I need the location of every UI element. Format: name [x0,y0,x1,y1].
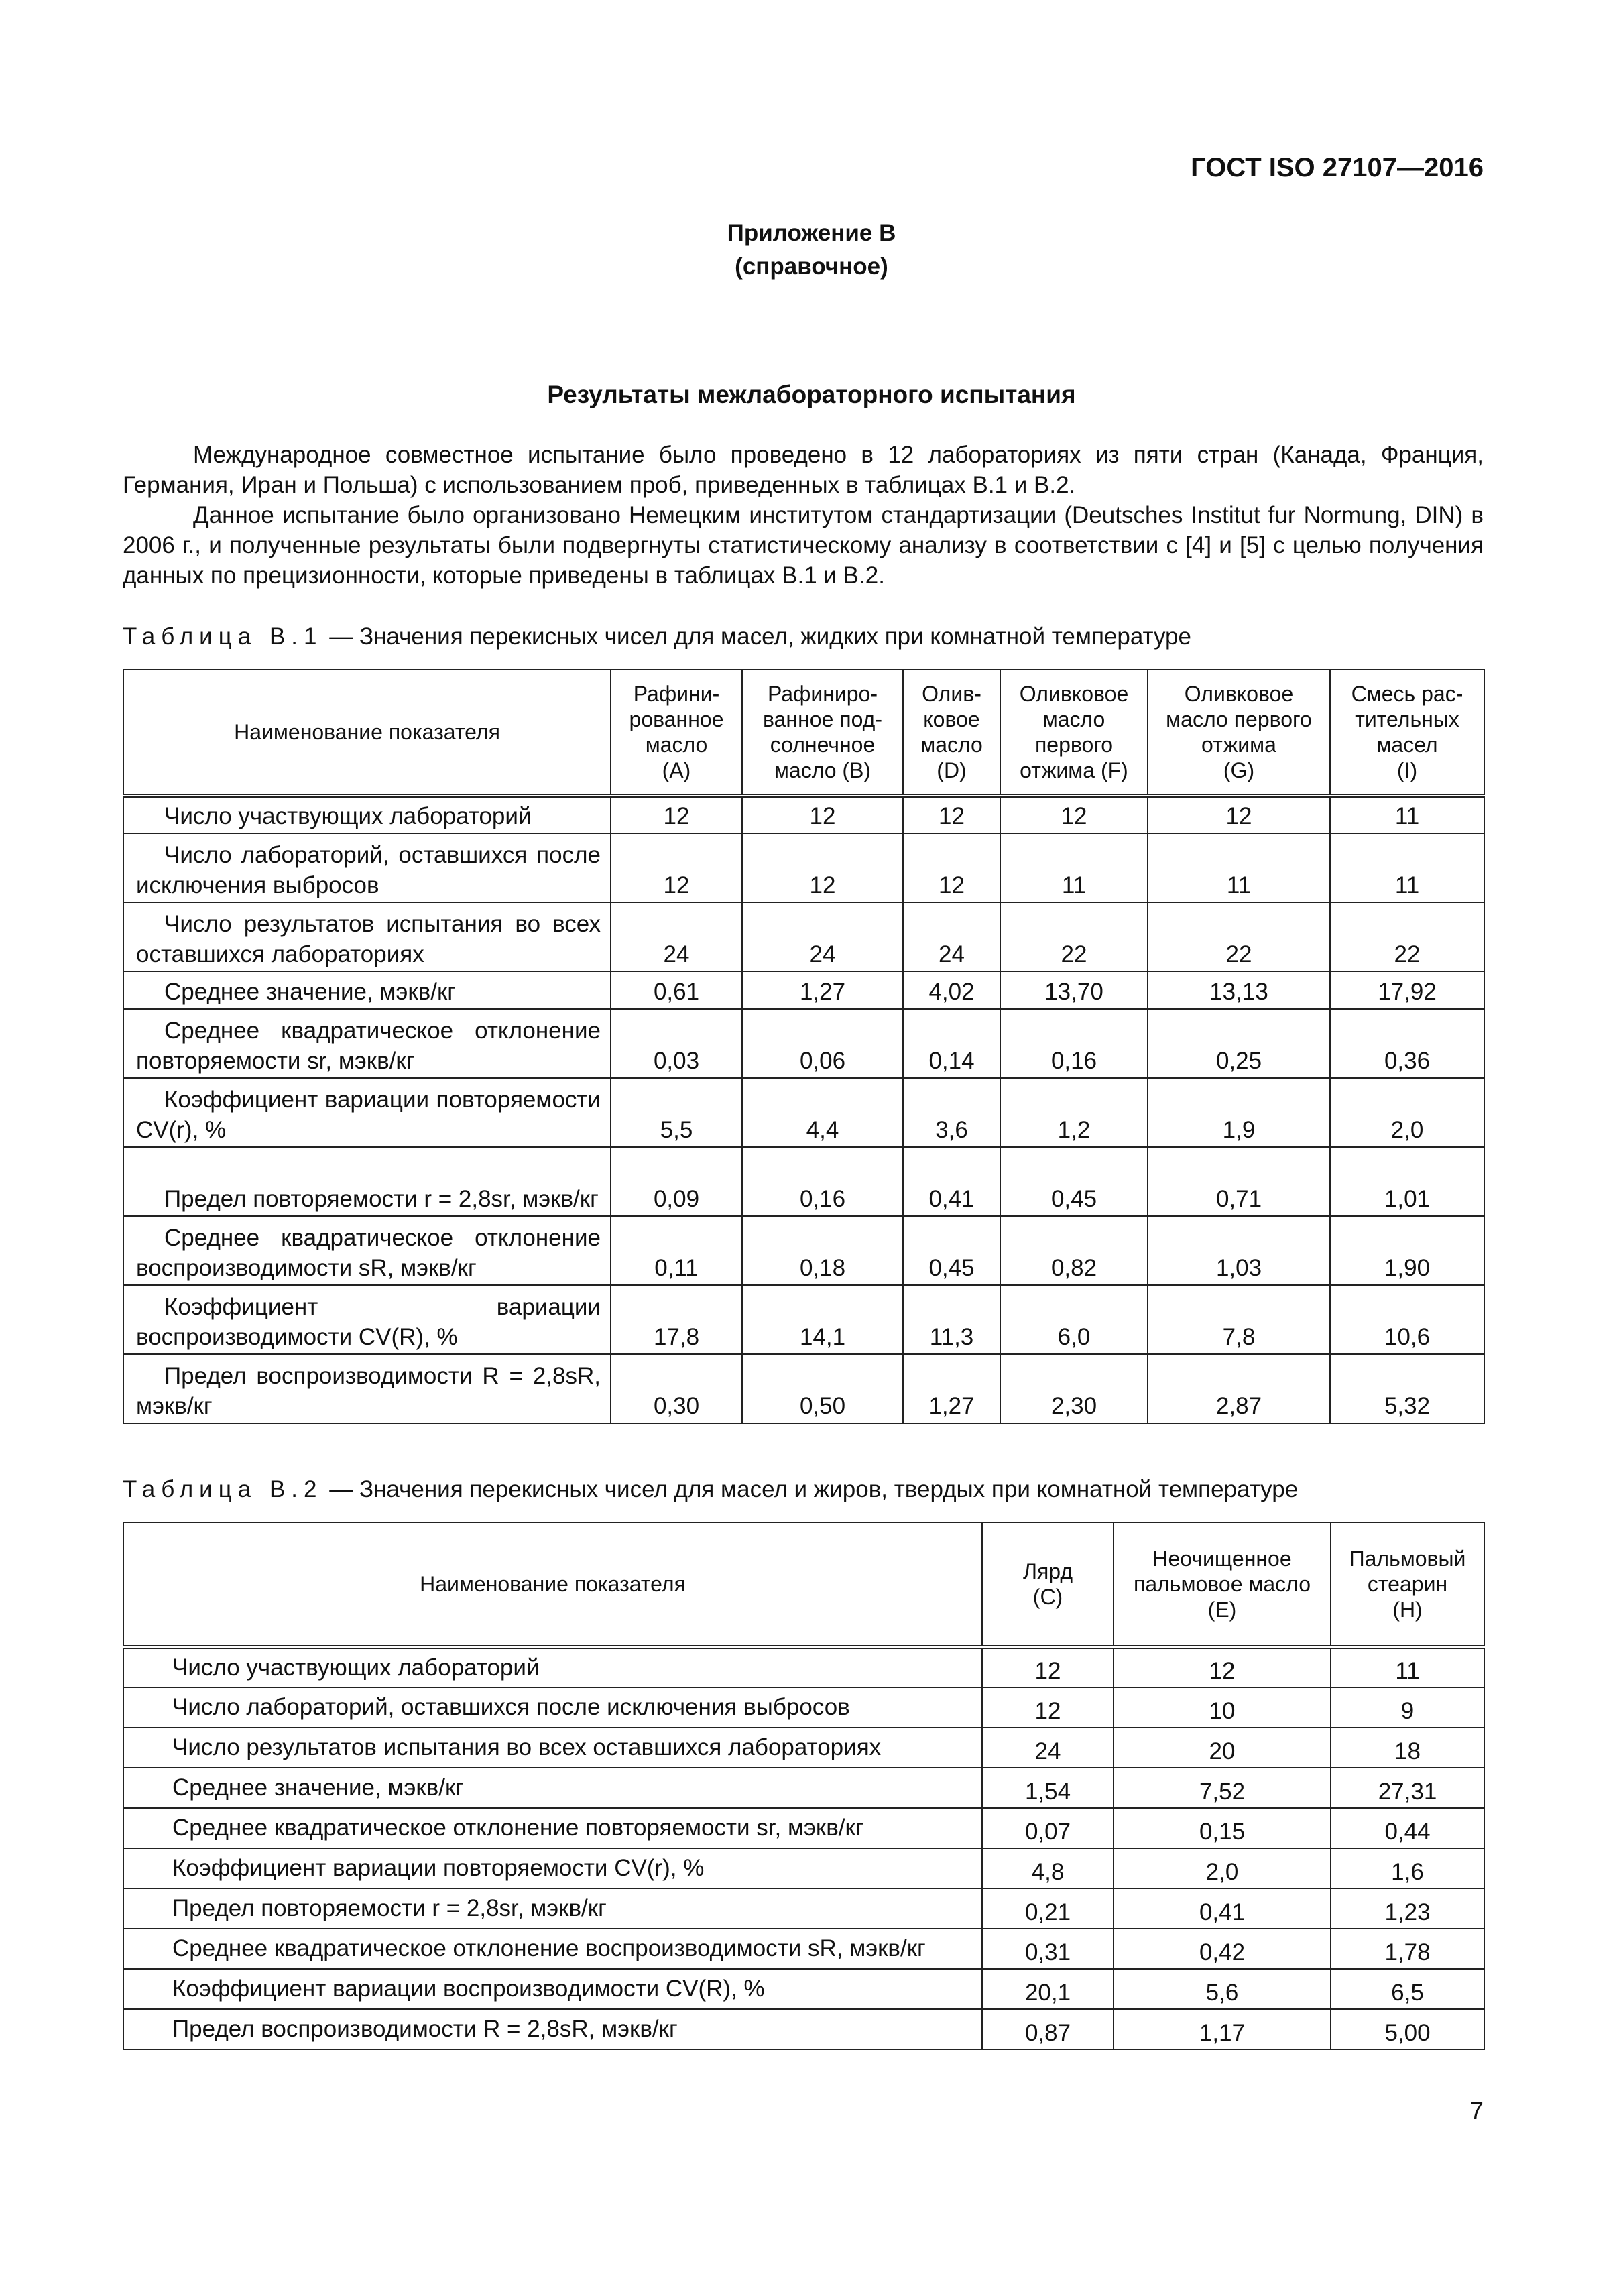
column-header-line: (H) [1392,1597,1423,1622]
table-cell: 1,9 [1148,1078,1330,1147]
table1-header-label: Наименование показателя [123,670,611,796]
column-header-line: масло (B) [774,758,871,782]
row-label-text: Коэффициент вариации повторяемости CV(r), % [172,1855,705,1881]
table-cell: 0,11 [611,1216,742,1285]
table-cell: 13,70 [1000,971,1148,1009]
table-cell: 12 [1114,1647,1331,1687]
table-cell: 0,25 [1148,1009,1330,1078]
row-label-text: Коэффициент вариации воспроизводимости CV(R), % [172,1976,765,2002]
table2-col-c [982,1522,1114,1647]
table-cell: 0,03 [611,1009,742,1078]
table-row [123,1687,1484,1728]
appendix-subtitle: (справочное) [735,253,888,280]
table-cell: 2,0 [1114,1848,1331,1888]
table-cell: 0,50 [742,1354,903,1423]
table2-col-e [1114,1522,1331,1647]
table-cell: 0,31 [982,1929,1114,1969]
column-header-line: (I) [1396,758,1418,782]
section-title: Результаты межлабораторного испытания [547,381,1076,408]
row-label-text: Число лабораторий, оставшихся после исключения выбросов [172,1694,850,1720]
table-row [123,902,1484,971]
table-cell: 0,16 [1000,1009,1148,1078]
table-cell: 0,16 [742,1147,903,1216]
table-cell: 0,41 [903,1147,1000,1216]
table-cell: 12 [982,1647,1114,1687]
row-label [123,1078,611,1147]
column-header-line: Пальмовый [1349,1547,1466,1571]
row-label-text: Предел повторяемости r = 2,8sr, мэкв/кг [172,1895,607,1921]
table-row [123,1147,1484,1216]
table-cell: 22 [1148,902,1330,971]
table-cell: 12 [982,1687,1114,1728]
column-header-line: отжима (F) [1020,758,1128,782]
table-cell: 0,06 [742,1009,903,1078]
table-cell: 1,2 [1000,1078,1148,1147]
table-row [123,1728,1484,1768]
column-header-line: Оливковое [1019,682,1129,706]
table-cell: 12 [611,833,742,902]
column-header-line: солнечное [770,733,876,757]
table-row [123,1969,1484,2009]
table1-col-b [742,670,903,796]
row-label-text: Коэффициент вариации повторяемости CV(r), % [136,1087,601,1143]
table-cell: 10,6 [1330,1285,1484,1354]
row-label [123,1848,982,1888]
table-cell: 0,36 [1330,1009,1484,1078]
table-cell: 0,45 [1000,1147,1148,1216]
column-header-line: стеарин [1367,1572,1448,1596]
column-header-line: (D) [937,758,967,782]
row-label-text: Число результатов испытания во всех оставшихся лабораториях [172,1734,882,1760]
table-row [123,1848,1484,1888]
row-label [123,1354,611,1423]
row-label [123,1147,611,1216]
table-cell: 11 [1000,833,1148,902]
column-header-line: Смесь рас- [1351,682,1463,706]
table-cell: 22 [1330,902,1484,971]
table-cell: 11 [1330,796,1484,833]
row-label-text: Среднее квадратическое отклонение воспроизводимости sR, мэкв/кг [136,1225,601,1281]
column-header-line: Рафини- [633,682,720,706]
table-row [123,1647,1484,1687]
table-cell: 0,30 [611,1354,742,1423]
table-cell: 12 [1148,796,1330,833]
row-label [123,2009,982,2049]
table-cell: 20,1 [982,1969,1114,2009]
row-label-text: Коэффициент вариации воспроизводимости CV(R), % [136,1294,601,1350]
table1-col-f [1000,670,1148,796]
table-cell: 0,18 [742,1216,903,1285]
table-cell: 12 [903,796,1000,833]
row-label [123,1808,982,1848]
column-header-line: Оливковое [1184,682,1294,706]
table1-caption-label: Таблица В.1 [123,623,323,650]
table-cell: 11 [1331,1647,1484,1687]
table2-caption-text: — Значения перекисных чисел для масел и жиров, твердых при комнатной температуре [329,1476,1299,1502]
column-header-line: Лярд [1022,1559,1073,1583]
row-label-text: Среднее значение, мэкв/кг [172,1774,465,1801]
table-cell: 24 [982,1728,1114,1768]
row-label [123,971,611,1009]
table-row [123,1078,1484,1147]
column-header-line: Рафиниро- [767,682,878,706]
table1 [123,669,1485,1424]
row-label-text: Предел воспроизводимости R = 2,8sR, мэкв/кг [136,1363,601,1419]
table2-header-row [123,1522,1484,1647]
table2-caption [123,1476,1298,1503]
table-cell: 24 [903,902,1000,971]
table-cell: 4,02 [903,971,1000,1009]
table-cell: 7,52 [1114,1768,1331,1808]
table-cell: 1,54 [982,1768,1114,1808]
table-row [123,2009,1484,2049]
column-header-line: ковое [923,707,980,731]
column-header-line: масло [645,733,708,757]
table-cell: 20 [1114,1728,1331,1768]
row-label [123,1728,982,1768]
table-cell: 0,41 [1114,1888,1331,1929]
table-cell: 2,0 [1330,1078,1484,1147]
table1-header-row [123,670,1484,796]
row-label [123,1969,982,2009]
table-cell: 11,3 [903,1285,1000,1354]
table-row [123,1009,1484,1078]
column-header-line: ванное под- [762,707,882,731]
table2-caption-label: Таблица В.2 [123,1476,323,1502]
table-cell: 0,15 [1114,1808,1331,1848]
column-header-line: (G) [1223,758,1255,782]
row-label-text: Среднее квадратическое отклонение воспроизводимости sR, мэкв/кг [172,1935,926,1961]
table-cell: 12 [742,796,903,833]
paragraph-1: Международное совместное испытание было проведено в 12 лабораториях из пяти стран (Канада, Франция, Германия, Иран и Польша) с использованием проб, приведенных в таблицах В.1 и В.2. [123,442,1484,498]
row-label-text: Число участвующих лабораторий [164,803,532,829]
table-cell: 7,8 [1148,1285,1330,1354]
table2-body [123,1647,1484,2049]
table-cell: 18 [1331,1728,1484,1768]
table-cell: 0,61 [611,971,742,1009]
table-cell: 17,92 [1330,971,1484,1009]
table-row [123,1216,1484,1285]
table-row [123,1768,1484,1808]
table-row [123,1808,1484,1848]
table-cell: 5,32 [1330,1354,1484,1423]
column-header-line: Олив- [922,682,981,706]
table-row [123,1354,1484,1423]
row-label [123,1768,982,1808]
table-cell: 1,27 [742,971,903,1009]
table-cell: 14,1 [742,1285,903,1354]
column-header-line: тительных [1355,707,1459,731]
table-cell: 1,90 [1330,1216,1484,1285]
table-cell: 0,07 [982,1808,1114,1848]
table-cell: 1,03 [1148,1216,1330,1285]
table1-caption [123,623,1191,650]
table-cell: 27,31 [1331,1768,1484,1808]
table-cell: 11 [1148,833,1330,902]
table-cell: 2,87 [1148,1354,1330,1423]
table-cell: 6,5 [1331,1969,1484,2009]
appendix-title: Приложение В [727,220,896,246]
row-label [123,1888,982,1929]
column-header-line: (A) [662,758,691,782]
row-label [123,1929,982,1969]
row-label [123,902,611,971]
table-cell: 0,82 [1000,1216,1148,1285]
table1-caption-text: — Значения перекисных чисел для масел, жидких при комнатной температуре [329,623,1191,650]
column-header-line: рованное [629,707,724,731]
table-cell: 5,00 [1331,2009,1484,2049]
table-row [123,1929,1484,1969]
table-cell: 1,6 [1331,1848,1484,1888]
row-label [123,1009,611,1078]
row-label-text: Число результатов испытания во всех оставшихся лабораториях [136,911,601,967]
table-cell: 5,6 [1114,1969,1331,2009]
row-label-text: Предел воспроизводимости R = 2,8sR, мэкв/кг [172,2016,678,2042]
column-header-line: масло [920,733,983,757]
table1-col-i [1330,670,1484,796]
table1-body [123,796,1484,1423]
column-header-line: пальмовое масло [1133,1572,1311,1596]
table-cell: 9 [1331,1687,1484,1728]
table-cell: 1,01 [1330,1147,1484,1216]
column-header-line: (C) [1032,1585,1063,1609]
table-cell: 0,44 [1331,1808,1484,1848]
table-cell: 24 [742,902,903,971]
table-cell: 1,78 [1331,1929,1484,1969]
row-label [123,796,611,833]
table-cell: 12 [611,796,742,833]
row-label-text: Число лабораторий, оставшихся после исключения выбросов [136,842,601,898]
table-cell: 0,09 [611,1147,742,1216]
table-cell: 5,5 [611,1078,742,1147]
table-cell: 2,30 [1000,1354,1148,1423]
table-cell: 13,13 [1148,971,1330,1009]
table-cell: 0,42 [1114,1929,1331,1969]
table-row [123,796,1484,833]
paragraph-2: Данное испытание было организовано Немецким институтом стандартизации (Deutsches Institut fur Normung, DIN) в 2006 г., и полученные результаты были подвергнуты статистическому анализу в соответствии с [4] и [5] с целью получения данных по прецизионности, которые приведены в таблицах В.1 и В.2. [123,502,1484,589]
column-header-line: масло первого [1166,707,1312,731]
table-cell: 0,14 [903,1009,1000,1078]
row-label [123,833,611,902]
column-header-line: масел [1376,733,1438,757]
table-cell: 12 [742,833,903,902]
table-cell: 1,17 [1114,2009,1331,2049]
table-cell: 1,27 [903,1354,1000,1423]
table2-col-h [1331,1522,1484,1647]
table-cell: 0,87 [982,2009,1114,2049]
table-cell: 1,23 [1331,1888,1484,1929]
table-row [123,833,1484,902]
table-row [123,971,1484,1009]
table-cell: 0,71 [1148,1147,1330,1216]
row-label-text: Среднее квадратическое отклонение повторяемости sr, мэкв/кг [136,1018,601,1074]
table2-header-label: Наименование показателя [123,1522,982,1647]
document-code: ГОСТ ISO 27107—2016 [1191,153,1484,182]
page-number: 7 [1469,2097,1484,2124]
row-label-text: Число участвующих лабораторий [172,1654,540,1681]
table-cell: 22 [1000,902,1148,971]
column-header-line: масло [1042,707,1105,731]
table2 [123,1522,1485,2050]
row-label [123,1216,611,1285]
table1-col-d [903,670,1000,796]
table-cell: 11 [1330,833,1484,902]
table-cell: 6,0 [1000,1285,1148,1354]
column-header-line: Неочищенное [1152,1547,1292,1571]
table-row [123,1888,1484,1929]
table-cell: 10 [1114,1687,1331,1728]
table1-col-a [611,670,742,796]
table-cell: 12 [1000,796,1148,833]
row-label-text: Среднее квадратическое отклонение повторяемости sr, мэкв/кг [172,1815,864,1841]
row-label [123,1687,982,1728]
table-cell: 3,6 [903,1078,1000,1147]
table1-col-g [1148,670,1330,796]
table-cell: 4,4 [742,1078,903,1147]
table-cell: 4,8 [982,1848,1114,1888]
column-header-line: первого [1034,733,1114,757]
column-header-line: отжима [1201,733,1276,757]
column-header-line: (E) [1207,1597,1237,1622]
table-cell: 0,21 [982,1888,1114,1929]
table-cell: 0,45 [903,1216,1000,1285]
table-cell: 24 [611,902,742,971]
row-label-text: Предел повторяемости r = 2,8sr, мэкв/кг [164,1186,599,1212]
row-label [123,1647,982,1687]
row-label-text: Среднее значение, мэкв/кг [164,979,457,1005]
table-row [123,1285,1484,1354]
table-cell: 17,8 [611,1285,742,1354]
table-cell: 12 [903,833,1000,902]
row-label [123,1285,611,1354]
